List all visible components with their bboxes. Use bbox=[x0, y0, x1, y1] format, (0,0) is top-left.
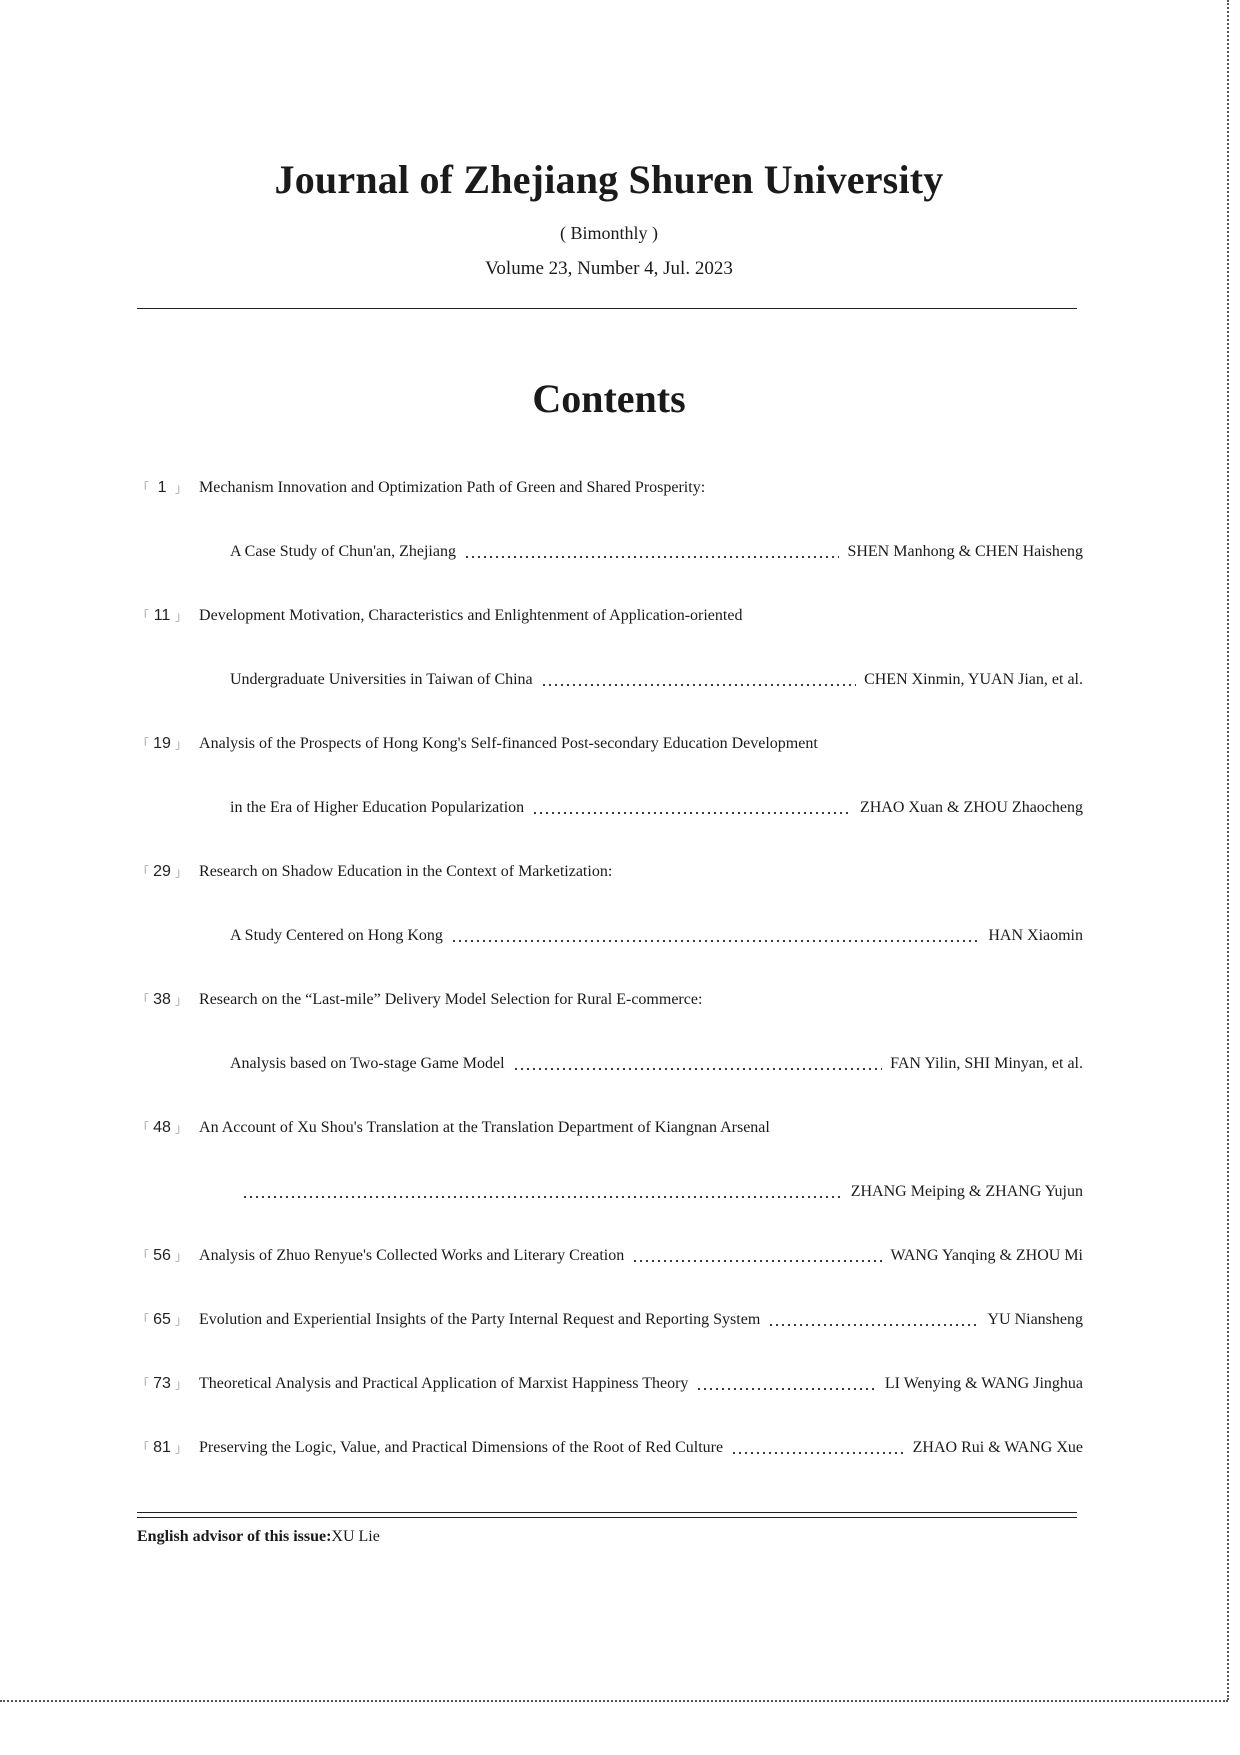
dot-leader bbox=[632, 1259, 882, 1263]
footer-double-rule bbox=[137, 1512, 1077, 1518]
toc-entry-2-line1 bbox=[137, 607, 1083, 635]
toc-entry-7 bbox=[137, 1247, 1083, 1275]
article-title-continued: Undergraduate Universities in Taiwan of China bbox=[230, 671, 533, 688]
toc-entry-10 bbox=[137, 1439, 1083, 1467]
page-number: 「 48 」 bbox=[137, 1119, 188, 1136]
page-number: 「 81 」 bbox=[137, 1439, 188, 1456]
article-authors: CHEN Xinmin, YUAN Jian, et al. bbox=[864, 671, 1083, 688]
article-title-continued: A Study Centered on Hong Kong bbox=[230, 927, 443, 944]
toc-entry-3-line2 bbox=[230, 799, 1083, 827]
toc-entry-6-line2 bbox=[242, 1183, 1083, 1211]
toc-entry-3-line1 bbox=[137, 735, 1083, 763]
page-number: 「 11 」 bbox=[137, 607, 188, 624]
article-authors: ZHAO Xuan & ZHOU Zhaocheng bbox=[859, 799, 1083, 816]
article-title: Analysis of Zhuo Renyue's Collected Works and Literary Creation bbox=[199, 1247, 625, 1264]
advisor-label: English advisor of this issue: bbox=[137, 1528, 332, 1545]
toc-entry-2-line2 bbox=[230, 671, 1083, 699]
page-number: 「 29 」 bbox=[137, 863, 188, 880]
toc-entry-5-line1 bbox=[137, 991, 1083, 1019]
dot-leader bbox=[731, 1451, 905, 1455]
article-title-continued: Analysis based on Two-stage Game Model bbox=[230, 1055, 505, 1072]
dot-leader bbox=[541, 683, 856, 687]
journal-title: Journal of Zhejiang Shuren University bbox=[274, 157, 944, 202]
article-title: An Account of Xu Shou's Translation at the Translation Department of Kiangnan Arsenal bbox=[199, 1119, 770, 1136]
article-authors: YU Niansheng bbox=[987, 1311, 1083, 1328]
article-title-continued: in the Era of Higher Education Popularization bbox=[230, 799, 525, 816]
toc-entry-4-line2 bbox=[230, 927, 1083, 955]
article-authors: SHEN Manhong & CHEN Haisheng bbox=[847, 543, 1083, 560]
dot-leader bbox=[464, 555, 839, 559]
toc-entry-1-line1 bbox=[137, 479, 1083, 507]
toc-entry-8 bbox=[137, 1311, 1083, 1339]
article-authors: WANG Yanqing & ZHOU Mi bbox=[890, 1247, 1083, 1264]
article-title: Analysis of the Prospects of Hong Kong's Self-financed Post-secondary Education Development bbox=[199, 735, 818, 752]
advisor-name: XU Lie bbox=[331, 1528, 380, 1545]
article-title-continued: A Case Study of Chun'an, Zhejiang bbox=[230, 543, 456, 560]
journal-frequency: ( Bimonthly ) bbox=[560, 223, 658, 243]
article-authors: ZHANG Meiping & ZHANG Yujun bbox=[850, 1183, 1083, 1200]
dot-leader bbox=[513, 1067, 883, 1071]
english-advisor bbox=[137, 1528, 380, 1546]
toc-entry-9 bbox=[137, 1375, 1083, 1403]
article-authors: FAN Yilin, SHI Minyan, et al. bbox=[890, 1055, 1083, 1072]
article-title: Research on Shadow Education in the Context of Marketization: bbox=[199, 863, 613, 880]
article-authors: LI Wenying & WANG Jinghua bbox=[884, 1375, 1083, 1392]
dot-leader bbox=[451, 939, 980, 943]
toc-entry-4-line1 bbox=[137, 863, 1083, 891]
toc-entry-6-line1 bbox=[137, 1119, 1083, 1147]
article-authors: ZHAO Rui & WANG Xue bbox=[912, 1439, 1083, 1456]
article-title: Preserving the Logic, Value, and Practical Dimensions of the Root of Red Culture bbox=[199, 1439, 724, 1456]
page-number: 「 19 」 bbox=[137, 735, 188, 752]
toc-entry-5-line2 bbox=[230, 1055, 1083, 1083]
dot-leader bbox=[768, 1323, 979, 1327]
page-number: 「 73 」 bbox=[137, 1375, 188, 1392]
dot-leader bbox=[242, 1195, 843, 1199]
page-number: 「 1 」 bbox=[137, 479, 188, 496]
page-number: 「 56 」 bbox=[137, 1247, 188, 1264]
article-title: Theoretical Analysis and Practical Application of Marxist Happiness Theory bbox=[199, 1375, 689, 1392]
page-number: 「 65 」 bbox=[137, 1311, 188, 1328]
journal-issue: Volume 23, Number 4, Jul. 2023 bbox=[485, 258, 733, 279]
article-title: Evolution and Experiential Insights of the Party Internal Request and Reporting System bbox=[199, 1311, 761, 1328]
dot-leader bbox=[696, 1387, 877, 1391]
article-title: Development Motivation, Characteristics and Enlightenment of Application-oriented bbox=[199, 607, 743, 624]
contents-heading: Contents bbox=[532, 376, 686, 421]
article-title: Mechanism Innovation and Optimization Path of Green and Shared Prosperity: bbox=[199, 479, 706, 496]
dot-leader bbox=[532, 811, 852, 815]
page-number: 「 38 」 bbox=[137, 991, 188, 1008]
article-title: Research on the “Last-mile” Delivery Model Selection for Rural E-commerce: bbox=[199, 991, 703, 1008]
article-authors: HAN Xiaomin bbox=[988, 927, 1083, 944]
toc-entry-1-line2 bbox=[230, 543, 1083, 571]
page-edge-bottom bbox=[0, 1700, 1228, 1702]
